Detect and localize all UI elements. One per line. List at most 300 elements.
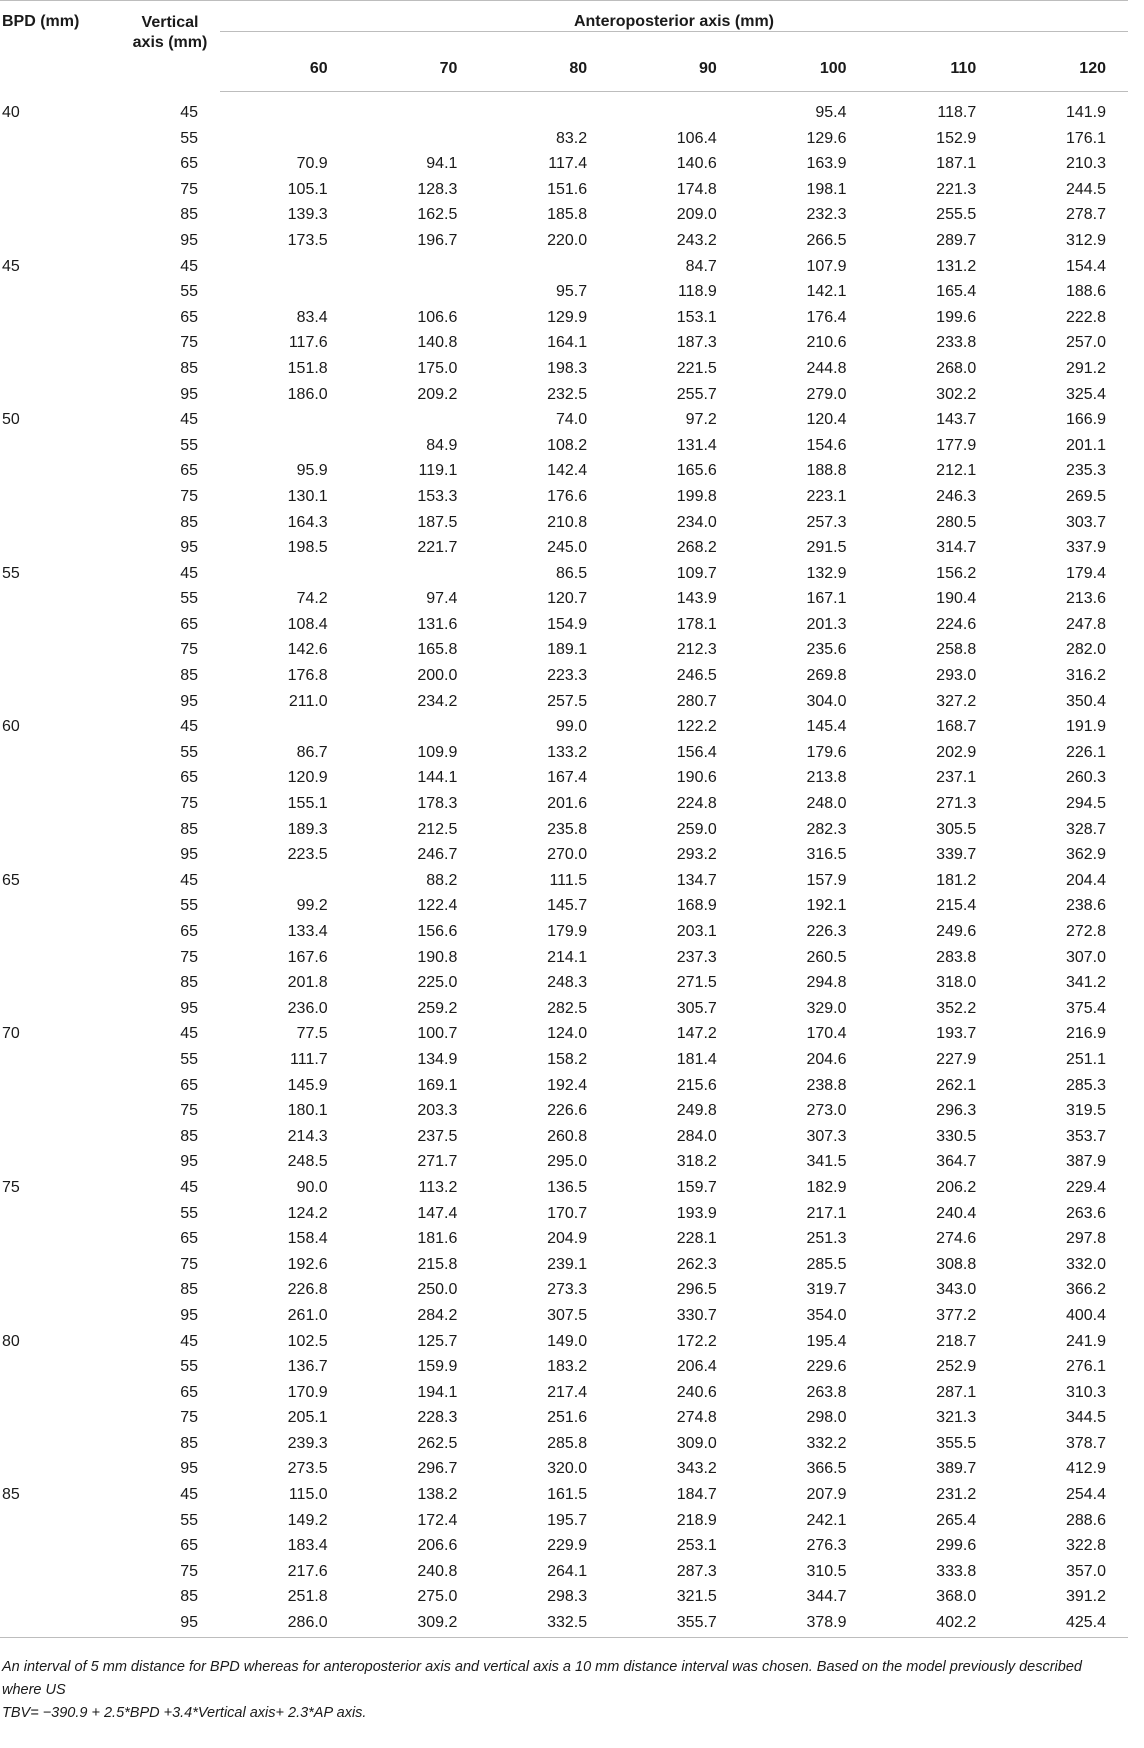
cell-tbv-value: 329.0 [806, 999, 847, 1017]
header-ap-col-120: 120 [998, 32, 1128, 92]
cell-tbv-value: 99.0 [555, 718, 588, 736]
cell-tbv-value: 198.1 [806, 180, 847, 198]
cell-tbv-value: 198.3 [547, 359, 588, 377]
cell-tbv-value: 167.6 [287, 948, 328, 966]
cell-tbv-value: 330.7 [676, 1306, 717, 1324]
cell-tbv-value: 157.9 [806, 871, 847, 889]
header-ap-col-70: 70 [350, 32, 480, 92]
cell-tbv-value: 224.8 [676, 795, 717, 813]
cell-tbv-value: 201.1 [1065, 436, 1106, 454]
cell-tbv-value: 249.8 [676, 1102, 717, 1120]
cell-tbv-value: 375.4 [1065, 999, 1106, 1017]
cell-tbv-value: 206.4 [676, 1358, 717, 1376]
cell-tbv-value: 207.9 [806, 1486, 847, 1504]
cell-bpd [0, 1456, 120, 1482]
cell-bpd [0, 586, 120, 612]
cell-bpd [0, 305, 120, 331]
cell-vertical-axis: 55 [180, 1358, 198, 1376]
cell-tbv-value: 143.7 [936, 411, 977, 429]
header-vertical-line1: Vertical [141, 14, 199, 31]
cell-tbv-value: 99.2 [296, 897, 328, 915]
cell-tbv-value: 269.5 [1065, 487, 1106, 505]
cell-tbv-value: 192.4 [547, 1076, 588, 1094]
cell-tbv-value [220, 279, 350, 305]
cell-tbv-value: 212.1 [936, 462, 977, 480]
cell-tbv-value: 177.9 [936, 436, 977, 454]
cell-vertical-axis: 65 [180, 308, 198, 326]
cell-tbv-value: 247.8 [1065, 615, 1106, 633]
cell-tbv-value: 210.3 [1065, 155, 1106, 173]
cell-tbv-value: 136.7 [287, 1358, 328, 1376]
cell-tbv-value: 172.4 [417, 1511, 458, 1529]
cell-tbv-value: 108.4 [287, 615, 328, 633]
cell-tbv-value: 240.8 [417, 1562, 458, 1580]
cell-tbv-value [350, 92, 480, 126]
cell-bpd [0, 202, 120, 228]
table-row [0, 765, 1128, 791]
cell-bpd [0, 1380, 120, 1406]
cell-tbv-value: 198.5 [287, 539, 328, 557]
cell-tbv-value: 209.0 [676, 206, 717, 224]
cell-tbv-value: 181.4 [676, 1050, 717, 1068]
cell-tbv-value: 128.3 [417, 180, 458, 198]
cell-tbv-value: 286.0 [287, 1614, 328, 1632]
cell-tbv-value: 183.4 [287, 1537, 328, 1555]
header-ap-col-80: 80 [479, 32, 609, 92]
cell-vertical-axis: 85 [180, 1434, 198, 1452]
cell-tbv-value: 293.0 [936, 667, 977, 685]
header-ap-col-100: 100 [739, 32, 869, 92]
cell-tbv-value: 248.5 [287, 1153, 328, 1171]
cell-tbv-value: 153.1 [676, 308, 717, 326]
cell-tbv-value: 180.1 [287, 1102, 328, 1120]
cell-tbv-value: 202.9 [936, 743, 977, 761]
cell-bpd [0, 1508, 120, 1534]
cell-tbv-value: 122.2 [676, 718, 717, 736]
table-row [0, 561, 1128, 587]
cell-tbv-value: 271.5 [676, 974, 717, 992]
cell-tbv-value: 145.9 [287, 1076, 328, 1094]
cell-vertical-axis: 55 [180, 129, 198, 147]
cell-tbv-value: 210.8 [547, 513, 588, 531]
cell-tbv-value: 145.7 [547, 897, 588, 915]
table-row [0, 1303, 1128, 1329]
cell-tbv-value: 215.6 [676, 1076, 717, 1094]
cell-tbv-value: 221.5 [676, 359, 717, 377]
cell-vertical-axis: 65 [180, 1383, 198, 1401]
cell-tbv-value: 259.0 [676, 820, 717, 838]
cell-tbv-value: 307.5 [547, 1306, 588, 1324]
cell-tbv-value: 309.0 [676, 1434, 717, 1452]
cell-tbv-value: 113.2 [418, 1178, 458, 1196]
cell-tbv-value: 355.7 [676, 1614, 717, 1632]
cell-tbv-value: 364.7 [936, 1153, 977, 1171]
table-row [0, 254, 1128, 280]
cell-bpd: 50 [2, 411, 20, 429]
cell-tbv-value: 240.4 [936, 1204, 977, 1222]
cell-bpd [0, 945, 120, 971]
cell-tbv-value: 178.3 [417, 795, 458, 813]
cell-vertical-axis: 45 [180, 871, 198, 889]
cell-tbv-value: 210.6 [806, 334, 847, 352]
table-row [0, 1149, 1128, 1175]
table-row [0, 1252, 1128, 1278]
cell-bpd [0, 919, 120, 945]
cell-vertical-axis: 95 [180, 385, 198, 403]
cell-tbv-value: 106.4 [676, 129, 717, 147]
cell-tbv-value: 262.5 [417, 1434, 458, 1452]
cell-vertical-axis: 85 [180, 667, 198, 685]
cell-tbv-value: 223.3 [547, 667, 588, 685]
cell-vertical-axis: 75 [180, 334, 198, 352]
cell-bpd [0, 1201, 120, 1227]
cell-tbv-value: 240.6 [676, 1383, 717, 1401]
cell-vertical-axis: 65 [180, 923, 198, 940]
cell-bpd [0, 1354, 120, 1380]
cell-tbv-value: 226.8 [287, 1281, 328, 1299]
cell-tbv-value: 221.7 [417, 539, 458, 557]
cell-bpd [0, 893, 120, 919]
cell-tbv-value: 215.8 [417, 1255, 458, 1273]
cell-tbv-value: 268.0 [936, 359, 977, 377]
table-row [0, 1456, 1128, 1482]
cell-tbv-value: 252.9 [936, 1358, 977, 1376]
cell-tbv-value: 204.9 [547, 1230, 588, 1248]
cell-tbv-value: 190.8 [417, 948, 458, 966]
cell-tbv-value: 246.5 [676, 667, 717, 685]
cell-tbv-value: 188.6 [1065, 283, 1106, 301]
cell-tbv-value: 389.7 [936, 1460, 977, 1478]
cell-vertical-axis: 85 [180, 206, 198, 224]
cell-vertical-axis: 55 [180, 1511, 198, 1529]
cell-tbv-value: 187.1 [936, 155, 977, 173]
cell-bpd [0, 535, 120, 561]
table-row [0, 586, 1128, 612]
cell-vertical-axis: 55 [180, 743, 198, 761]
cell-tbv-value: 142.1 [806, 283, 847, 301]
cell-bpd [0, 126, 120, 152]
cell-tbv-value: 190.4 [936, 590, 977, 608]
cell-tbv-value: 344.5 [1065, 1409, 1106, 1427]
cell-vertical-axis: 65 [180, 1537, 198, 1555]
cell-tbv-value [350, 714, 480, 740]
cell-vertical-axis: 65 [180, 1076, 198, 1094]
cell-vertical-axis: 45 [180, 1178, 198, 1196]
table-row [0, 126, 1128, 152]
cell-tbv-value [220, 92, 350, 126]
cell-tbv-value: 248.0 [806, 795, 847, 813]
cell-tbv-value: 168.7 [936, 718, 977, 736]
table-row [0, 1584, 1128, 1610]
cell-vertical-axis: 75 [180, 487, 198, 505]
cell-tbv-value: 330.5 [936, 1127, 977, 1145]
cell-tbv-value: 238.8 [806, 1076, 847, 1094]
cell-vertical-axis: 75 [180, 1562, 198, 1580]
cell-vertical-axis: 85 [180, 820, 198, 838]
cell-tbv-value: 226.1 [1065, 743, 1106, 761]
table-row [0, 1380, 1128, 1406]
footnote-line-1: An interval of 5 mm distance for BPD whereas for anteroposterior axis and vertical axis a 10 mm distance interval was chosen. Based on the model previously described where US [2, 1659, 1082, 1698]
cell-tbv-value: 310.5 [806, 1562, 847, 1580]
cell-vertical-axis: 95 [180, 539, 198, 557]
table-row [0, 1610, 1128, 1636]
cell-tbv-value: 299.6 [936, 1537, 977, 1555]
cell-tbv-value: 201.6 [547, 795, 588, 813]
cell-vertical-axis: 85 [180, 359, 198, 377]
table-row [0, 868, 1128, 894]
cell-tbv-value: 341.5 [806, 1153, 847, 1171]
cell-tbv-value [220, 254, 350, 280]
cell-tbv-value: 149.2 [287, 1511, 328, 1529]
cell-tbv-value: 97.4 [426, 590, 458, 608]
cell-vertical-axis: 95 [180, 999, 198, 1017]
cell-tbv-value: 179.4 [1065, 564, 1106, 582]
cell-tbv-value: 216.9 [1065, 1025, 1106, 1043]
cell-tbv-value: 228.3 [417, 1409, 458, 1427]
cell-bpd [0, 1124, 120, 1150]
cell-tbv-value [479, 254, 609, 280]
table-row [0, 433, 1128, 459]
cell-tbv-value: 174.8 [676, 180, 717, 198]
cell-tbv-value: 165.8 [417, 641, 458, 659]
cell-tbv-value: 325.4 [1065, 385, 1106, 403]
cell-bpd [0, 1226, 120, 1252]
cell-vertical-axis: 75 [180, 948, 198, 966]
cell-tbv-value: 181.2 [936, 871, 977, 889]
cell-tbv-value: 253.1 [676, 1537, 717, 1555]
cell-bpd [0, 1149, 120, 1175]
cell-tbv-value: 206.2 [936, 1178, 977, 1196]
cell-tbv-value: 188.8 [806, 462, 847, 480]
table-row [0, 1021, 1128, 1047]
cell-tbv-value: 133.4 [287, 923, 328, 940]
cell-tbv-value: 282.0 [1065, 641, 1106, 659]
cell-bpd: 70 [2, 1025, 20, 1043]
cell-tbv-value: 74.0 [555, 411, 588, 429]
cell-tbv-value: 187.3 [676, 334, 717, 352]
cell-tbv-value: 318.0 [936, 974, 977, 992]
cell-tbv-value: 154.6 [806, 436, 847, 454]
cell-tbv-value: 176.6 [547, 487, 588, 505]
table-row [0, 510, 1128, 536]
cell-bpd: 65 [2, 871, 20, 889]
table-row [0, 842, 1128, 868]
cell-tbv-value: 156.2 [936, 564, 977, 582]
header-vertical-axis [120, 1, 220, 92]
cell-vertical-axis: 95 [180, 846, 198, 864]
cell-tbv-value: 173.5 [287, 231, 328, 249]
cell-tbv-value: 84.9 [426, 436, 458, 454]
cell-tbv-value: 377.2 [936, 1306, 977, 1324]
cell-tbv-value: 218.7 [936, 1332, 977, 1350]
cell-bpd [0, 1584, 120, 1610]
cell-bpd [0, 1610, 120, 1636]
cell-tbv-value: 251.8 [287, 1588, 328, 1606]
cell-vertical-axis: 75 [180, 1255, 198, 1273]
cell-bpd: 75 [2, 1178, 20, 1196]
cell-bpd [0, 612, 120, 638]
cell-tbv-value: 217.6 [287, 1562, 328, 1580]
cell-tbv-value [220, 407, 350, 433]
cell-tbv-value [220, 561, 350, 587]
table-row [0, 484, 1128, 510]
cell-tbv-value: 176.8 [287, 667, 328, 685]
cell-tbv-value: 268.2 [676, 539, 717, 557]
cell-tbv-value: 284.0 [676, 1127, 717, 1145]
table-row [0, 893, 1128, 919]
cell-tbv-value: 276.3 [806, 1537, 847, 1555]
table-row [0, 945, 1128, 971]
table-row [0, 1329, 1128, 1355]
cell-vertical-axis: 45 [180, 103, 198, 121]
cell-tbv-value: 189.1 [547, 641, 588, 659]
cell-bpd [0, 842, 120, 868]
cell-tbv-value: 378.9 [806, 1614, 847, 1632]
cell-bpd: 60 [2, 718, 20, 736]
cell-tbv-value: 425.4 [1065, 1614, 1106, 1632]
cell-tbv-value: 271.3 [936, 795, 977, 813]
cell-tbv-value: 199.6 [936, 308, 977, 326]
cell-tbv-value: 234.0 [676, 513, 717, 531]
cell-tbv-value: 332.2 [806, 1434, 847, 1452]
cell-tbv-value [609, 92, 739, 126]
cell-tbv-value: 248.3 [547, 974, 588, 992]
cell-vertical-axis: 45 [180, 411, 198, 429]
cell-tbv-value: 134.9 [417, 1050, 458, 1068]
cell-tbv-value: 251.1 [1065, 1050, 1106, 1068]
cell-tbv-value: 264.1 [547, 1562, 588, 1580]
table-row [0, 1098, 1128, 1124]
cell-tbv-value: 129.6 [806, 129, 847, 147]
cell-tbv-value: 266.5 [806, 231, 847, 249]
cell-tbv-value: 70.9 [296, 155, 328, 173]
table-row [0, 458, 1128, 484]
cell-vertical-axis: 65 [180, 462, 198, 480]
table-row [0, 1201, 1128, 1227]
cell-tbv-value: 260.5 [806, 948, 847, 966]
cell-tbv-value: 134.7 [676, 871, 717, 889]
cell-tbv-value: 312.9 [1065, 231, 1106, 249]
cell-tbv-value: 120.4 [806, 411, 847, 429]
table-row [0, 151, 1128, 177]
cell-tbv-value: 235.8 [547, 820, 588, 838]
cell-tbv-value: 237.1 [936, 769, 977, 787]
header-bpd: BPD (mm) [0, 1, 120, 92]
cell-tbv-value: 294.5 [1065, 795, 1106, 813]
cell-tbv-value: 151.8 [287, 359, 328, 377]
cell-tbv-value: 140.8 [417, 334, 458, 352]
cell-tbv-value: 412.9 [1065, 1460, 1106, 1478]
table-row [0, 228, 1128, 254]
table-header [0, 1, 1128, 92]
cell-tbv-value: 217.4 [547, 1383, 588, 1401]
cell-tbv-value: 232.3 [806, 206, 847, 224]
cell-vertical-axis: 75 [180, 641, 198, 659]
cell-tbv-value: 307.0 [1065, 948, 1106, 966]
cell-tbv-value: 144.1 [417, 769, 458, 787]
cell-tbv-value: 182.9 [806, 1178, 847, 1196]
cell-tbv-value: 195.7 [547, 1511, 588, 1529]
cell-tbv-value: 263.6 [1065, 1204, 1106, 1222]
cell-tbv-value: 205.1 [287, 1409, 328, 1427]
cell-tbv-value: 263.8 [806, 1383, 847, 1401]
cell-tbv-value: 224.6 [936, 615, 977, 633]
cell-tbv-value: 232.5 [547, 385, 588, 403]
cell-vertical-axis: 65 [180, 615, 198, 633]
cell-tbv-value: 343.0 [936, 1281, 977, 1299]
cell-tbv-value: 201.8 [287, 974, 328, 992]
cell-tbv-value: 293.2 [676, 846, 717, 864]
cell-tbv-value: 225.0 [417, 974, 458, 992]
cell-tbv-value: 339.7 [936, 846, 977, 864]
cell-vertical-axis: 65 [180, 155, 198, 173]
cell-tbv-value [350, 561, 480, 587]
cell-tbv-value: 102.5 [287, 1332, 328, 1350]
cell-tbv-value: 107.9 [806, 257, 847, 275]
cell-tbv-value: 143.9 [676, 590, 717, 608]
table-row [0, 1124, 1128, 1150]
table-row [0, 689, 1128, 715]
cell-tbv-value: 260.3 [1065, 769, 1106, 787]
cell-tbv-value: 86.5 [555, 564, 588, 582]
cell-vertical-axis: 85 [180, 513, 198, 531]
cell-tbv-value: 221.3 [936, 180, 977, 198]
table-row [0, 714, 1128, 740]
table-row [0, 92, 1128, 126]
cell-tbv-value: 220.0 [547, 231, 588, 249]
cell-tbv-value: 296.3 [936, 1102, 977, 1120]
cell-tbv-value: 302.2 [936, 385, 977, 403]
cell-tbv-value: 159.9 [417, 1358, 458, 1376]
cell-bpd [0, 228, 120, 254]
cell-tbv-value: 186.0 [287, 385, 328, 403]
cell-vertical-axis: 45 [180, 564, 198, 582]
cell-tbv-value: 314.7 [936, 539, 977, 557]
cell-tbv-value: 154.4 [1065, 257, 1106, 275]
cell-tbv-value: 341.2 [1065, 974, 1106, 992]
cell-tbv-value: 111.7 [290, 1050, 328, 1068]
cell-bpd [0, 433, 120, 459]
cell-tbv-value: 258.8 [936, 641, 977, 659]
cell-bpd [0, 1073, 120, 1099]
cell-tbv-value: 250.0 [417, 1281, 458, 1299]
cell-tbv-value: 145.4 [806, 718, 847, 736]
header-ap-col-60: 60 [220, 32, 350, 92]
cell-tbv-value: 242.1 [806, 1511, 847, 1529]
cell-bpd [0, 1252, 120, 1278]
cell-tbv-value: 212.5 [417, 820, 458, 838]
cell-tbv-value: 132.9 [806, 564, 847, 582]
cell-tbv-value: 271.7 [417, 1153, 458, 1171]
cell-vertical-axis: 65 [180, 1230, 198, 1248]
cell-tbv-value: 288.6 [1065, 1511, 1106, 1529]
cell-vertical-axis: 65 [180, 769, 198, 787]
cell-tbv-value: 305.7 [676, 999, 717, 1017]
cell-tbv-value [350, 279, 480, 305]
cell-bpd [0, 765, 120, 791]
cell-tbv-value: 257.0 [1065, 334, 1106, 352]
table-row [0, 1047, 1128, 1073]
cell-tbv-value: 387.9 [1065, 1153, 1106, 1171]
table-row [0, 279, 1128, 305]
cell-tbv-value: 284.2 [417, 1306, 458, 1324]
cell-tbv-value: 130.1 [287, 487, 328, 505]
cell-tbv-value: 239.1 [547, 1255, 588, 1273]
cell-tbv-value: 161.5 [547, 1486, 588, 1504]
cell-tbv-value: 319.7 [806, 1281, 847, 1299]
cell-vertical-axis: 75 [180, 180, 198, 198]
cell-tbv-value: 74.2 [296, 590, 328, 608]
